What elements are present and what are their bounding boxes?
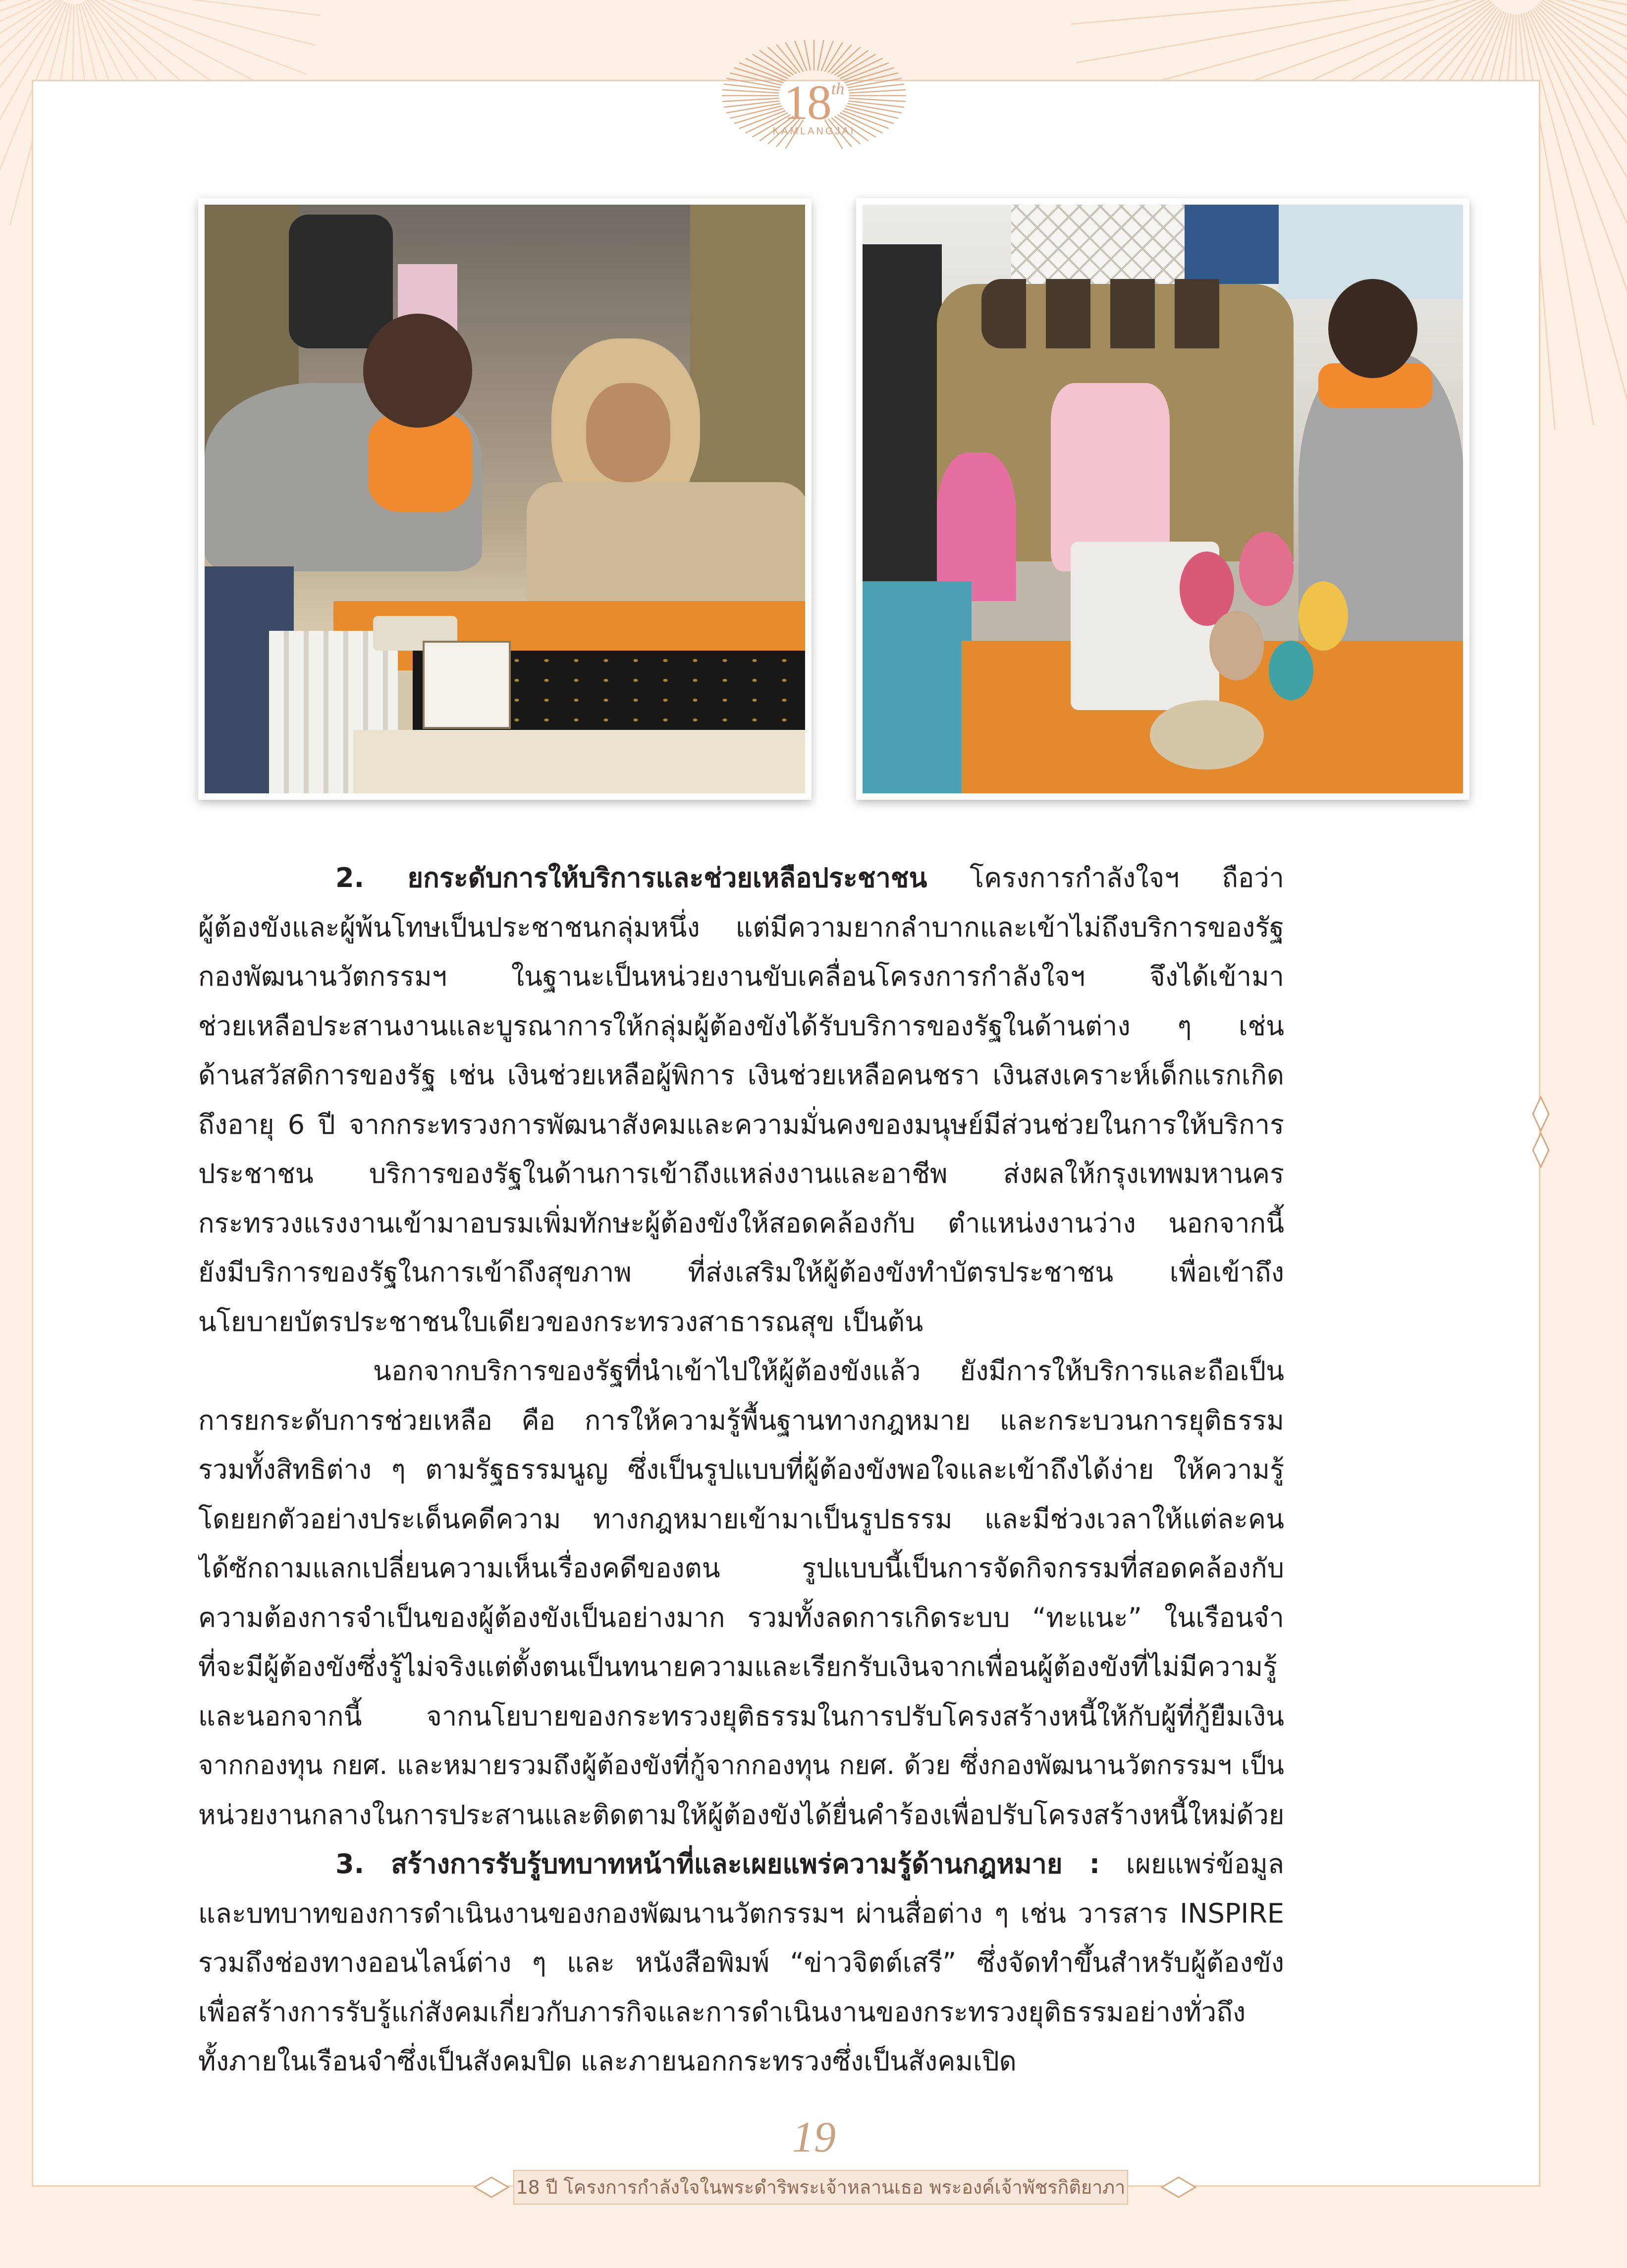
photo-left-cameraman xyxy=(289,215,393,348)
photo-right-flower-teal xyxy=(1269,641,1313,700)
section-2-heading: 2. ยกระดับการให้บริการและช่วยเหลือประชาชน xyxy=(335,862,927,893)
body-text-line: รวมทั้งสิทธิต่าง ๆ ตามรัฐธรรมนูญ ซึ่งเป็นรูปแบบที่ผู้ต้องขังพอใจและเข้าถึงได้ง่าย ให้ความรู้ xyxy=(198,1454,1284,1485)
body-text-line: ที่จะมีผู้ต้องขังซึ่งรู้ไม่จริงแต่ตั้งตนเป็นทนายความและเรียกรับเงินจากเพื่อนผู้ต้องขังที่ไม่มีความรู้ xyxy=(198,1651,1278,1682)
body-text-line: ถึงอายุ 6 ปี จากกระทรวงการพัฒนาสังคมและความมั่นคงของมนุษย์มีส่วนช่วยในการให้บริการ xyxy=(198,1108,1284,1140)
body-text-line: รวมถึงช่องทางออนไลน์ต่าง ๆ และ หนังสือพิมพ์ “ข่าวจิตต์เสรี” ซึ่งจัดทำขึ้นสำหรับผู้ต้องขัง xyxy=(198,1947,1284,1978)
body-text-line: เพื่อสร้างการรับรู้แก่สังคมเกี่ยวกับภารกิจและการดำเนินงานของกระทรวงยุติธรรมอย่างทั่วถึง xyxy=(198,1996,1246,2028)
body-text-line: กระทรวงแรงงานเข้ามาอบรมเพิ่มทักษะผู้ต้องขังให้สอดคล้องกับ ตำแหน่งงานว่าง นอกจากนี้ xyxy=(198,1207,1284,1239)
body-text-line: ยังมีบริการของรัฐในการเข้าถึงสุขภาพ ที่ส่งเสริมให้ผู้ต้องขังทำบัตรประชาชน เพื่อเข้าถึง xyxy=(198,1257,1284,1288)
page-number: 19 xyxy=(792,2113,836,2161)
body-text-line: ทั้งภายในเรือนจำซึ่งเป็นสังคมปิด และภายนอกกระทรวงซึ่งเป็นสังคมเปิด xyxy=(198,2046,1017,2077)
logo-mark xyxy=(715,75,913,130)
logo-ray xyxy=(760,51,793,75)
photo-right-person-left xyxy=(863,244,942,591)
logo-ray xyxy=(835,51,868,75)
body-text-line: ด้านสวัสดิการของรัฐ เช่น เงินช่วยเหลือผู้พิการ เงินช่วยเหลือคนชรา เงินสงเคราะห์เด็กแรกเกิด xyxy=(198,1059,1284,1091)
body-text-line: และบทบาทของการดำเนินงานของกองพัฒนานวัตกรรมฯ ผ่านสื่อต่าง ๆ เช่น วารสาร INSPIRE xyxy=(198,1897,1284,1929)
photo-left-sign-card xyxy=(423,641,511,729)
sunburst-ray xyxy=(0,0,55,37)
body-text-line: ผู้ต้องขังและผู้พ้นโทษเป็นประชาชนกลุ่มหนึ่ง แต่มีความยากลำบากและเข้าไม่ถึงบริการของรัฐ xyxy=(198,911,1284,943)
kamlangjai-18th-logo xyxy=(715,36,913,155)
sunburst-ray xyxy=(1543,0,1627,173)
sunburst-ray xyxy=(1072,0,1486,24)
body-text-line: จากกองทุน กยศ. และหมายรวมถึงผู้ต้องขังที่กู้จากกองทุน กยศ. ด้วย ซึ่งกองพัฒนานวัตกรรมฯ เป็น xyxy=(198,1750,1284,1780)
section-3-first-line xyxy=(198,1839,1284,1889)
sunburst-ray xyxy=(1539,4,1627,272)
logo-ray xyxy=(746,58,788,78)
logo-ray xyxy=(838,55,875,77)
photo-left-lace xyxy=(353,730,806,794)
photo-left-orange-sleeve xyxy=(368,413,472,512)
logo-number: 18 xyxy=(783,75,830,130)
body-text-line: และนอกจากนี้ จากนโยบายของกระทรวงยุติธรรมในการปรับโครงสร้างหนี้ให้กับผู้ที่กู้ยืมเงิน xyxy=(198,1700,1284,1732)
photo-right-flower-pink-2 xyxy=(1239,532,1294,606)
paragraph-2-first-line: นอกจากบริการของรัฐที่นำเข้าไปให้ผู้ต้องขังแล้ว ยังมีการให้บริการและถือเป็น xyxy=(373,1355,1284,1386)
logo-ray xyxy=(841,58,882,78)
sunburst-ray xyxy=(93,0,305,74)
body-text-line: กองพัฒนานวัตกรรมฯ ในฐานะเป็นหน่วยงานขับเคลื่อนโครงการกำลังใจฯ จึงได้เข้ามา xyxy=(198,961,1284,992)
body-text-line: ช่วยเหลือประสานงานและบูรณาการให้กลุ่มผู้ต้องขังได้รับบริการของรัฐในด้านต่าง ๆ เช่น xyxy=(198,1010,1284,1042)
section-2-first-line-text: โครงการกำลังใจฯ ถือว่า xyxy=(970,862,1284,893)
photo-right xyxy=(856,198,1469,800)
photo-right-flower-yellow xyxy=(1299,581,1348,651)
photo-right-blue-banner xyxy=(1185,205,1279,284)
body-text-line: ได้ซักถามแลกเปลี่ยนความเห็นเรื่องคดีของตน รูปแบบนี้เป็นการจัดกิจกรรมที่สอดคล้องกับ xyxy=(198,1552,1284,1584)
photo-right-pink-hijab xyxy=(937,452,1016,601)
photo-right-teal-cloth xyxy=(863,581,972,794)
photo-left-woman-head xyxy=(363,314,472,428)
photo-right-pillow xyxy=(1150,700,1264,770)
body-text xyxy=(198,853,1284,2086)
section-2-first-line xyxy=(198,853,1284,903)
photo-left-officer-right xyxy=(690,205,806,512)
body-text-line: หน่วยงานกลางในการประสานและติดตามให้ผู้ต้องขังได้ยื่นคำร้องเพื่อปรับโครงสร้างหนี้ใหม่ด้วย xyxy=(198,1799,1284,1830)
logo-suffix: th xyxy=(831,80,845,98)
photo-right-flower-beige xyxy=(1209,611,1264,680)
photo-right-woman-head xyxy=(1328,279,1417,378)
body-text-line: ความต้องการจำเป็นของผู้ต้องขังเป็นอย่างมาก รวมทั้งลดการเกิดระบบ “ทะแนะ” ในเรือนจำ xyxy=(198,1602,1284,1633)
photo-left xyxy=(198,198,812,800)
photo-left-hijab-face xyxy=(586,383,670,482)
logo-wordmark: KAMLANGJAI xyxy=(772,126,856,137)
body-text-line: การยกระดับการช่วยเหลือ คือ การให้ความรู้พื้นฐานทางกฎหมาย และกระบวนการยุติธรรม xyxy=(198,1404,1284,1436)
body-text-line: นโยบายบัตรประชาชนใบเดียวของกระทรวงสาธารณสุข เป็นต้น xyxy=(198,1306,923,1337)
section-3-heading: 3. สร้างการรับรู้บทบาทหน้าที่และเผยแพร่ความรู้ด้านกฎหมาย : xyxy=(335,1848,1100,1880)
section-3-first-line-text: เผยแพร่ข้อมูล xyxy=(1126,1848,1284,1880)
footer-book-title: 18 ปี โครงการกำลังใจในพระดำริพระเจ้าหลานเธอ พระองค์เจ้าพัชรกิติยาภา xyxy=(513,2170,1128,2205)
logo-ray xyxy=(753,55,790,77)
body-text-line: ประชาชน บริการของรัฐในด้านการเข้าถึงแหล่งงานและอาชีพ ส่งผลให้กรุงเทพมหานคร xyxy=(198,1158,1284,1189)
body-text-line: โดยยกตัวอย่างประเด็นคดีความ ทางกฎหมายเข้ามาเป็นรูปธรรม และมีช่วงเวลาให้แต่ละคน xyxy=(198,1503,1284,1535)
photo-right-officer-heads xyxy=(981,279,1239,348)
